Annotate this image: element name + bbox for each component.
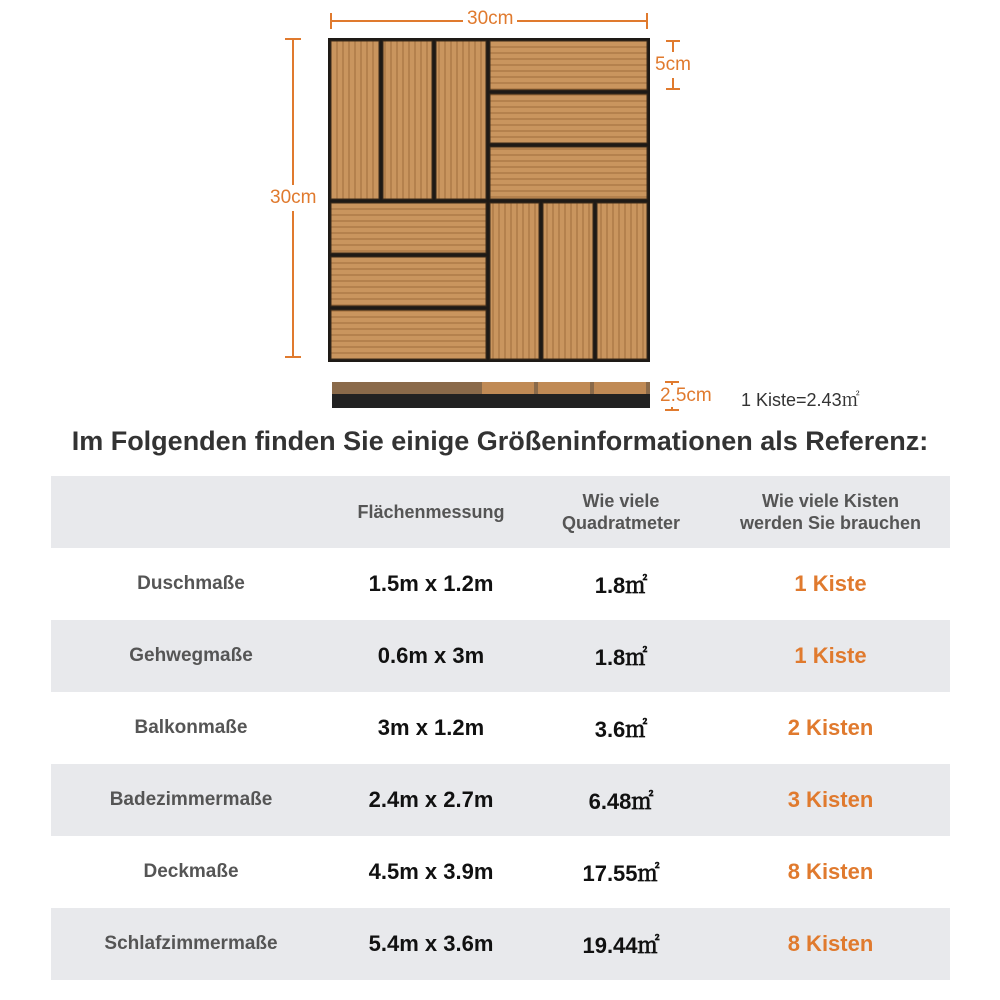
table-row	[51, 620, 950, 692]
row-room-name: Badezimmermaße	[109, 789, 273, 810]
slat	[490, 94, 647, 143]
header-square-meters-line2: Quadratmeter	[561, 513, 681, 533]
row-area: 1.8㎡	[594, 644, 648, 670]
row-area: 17.55㎡	[582, 860, 660, 886]
slat	[331, 310, 486, 359]
slat	[597, 203, 647, 359]
slat-label: 5cm	[655, 52, 691, 78]
slat	[543, 203, 593, 359]
row-room-name: Schlafzimmermaße	[104, 933, 278, 954]
header-boxes-needed-line1: Wie viele Kisten	[762, 491, 899, 511]
row-room-name: Duschmaße	[137, 573, 245, 594]
row-size: 2.4m x 2.7m	[368, 787, 494, 812]
thickness-label: 2.5cm	[660, 385, 712, 406]
row-size: 1.5m x 1.2m	[368, 571, 494, 596]
slat-dimension-tick-bottom	[666, 88, 680, 90]
row-size: 5.4m x 3.6m	[368, 931, 494, 956]
table-row	[51, 908, 950, 980]
row-room-name: Gehwegmaße	[129, 645, 253, 666]
table-row	[51, 692, 950, 764]
row-area: 19.44㎡	[582, 932, 660, 958]
size-reference-table	[51, 476, 950, 980]
slat	[490, 203, 539, 359]
table-row	[51, 764, 950, 836]
deck-tile-side-view	[332, 382, 650, 412]
row-boxes: 8 Kisten	[787, 931, 874, 956]
table-row	[51, 836, 950, 908]
slat	[331, 257, 486, 306]
header-area-measurement: Flächenmessung	[357, 502, 505, 522]
table-header-row	[51, 476, 950, 548]
row-area: 1.8㎡	[594, 572, 648, 598]
row-boxes: 1 Kiste	[794, 643, 867, 668]
header-boxes-needed	[711, 490, 950, 534]
row-boxes: 1 Kiste	[794, 571, 867, 596]
height-label: 30cm	[270, 185, 316, 211]
width-dimension-tick-right	[646, 13, 648, 29]
header-boxes-needed-line2: werden Sie brauchen	[739, 513, 922, 533]
thickness-dimension-tick-top	[665, 381, 679, 383]
row-room-name: Balkonmaße	[134, 717, 248, 738]
height-dimension-tick-top	[285, 38, 301, 40]
row-boxes: 2 Kisten	[787, 715, 874, 740]
row-size: 3m x 1.2m	[377, 715, 485, 740]
slat	[331, 41, 379, 199]
header-square-meters-line1: Wie viele	[582, 491, 660, 511]
slat	[436, 41, 486, 199]
slat	[490, 41, 647, 90]
row-size: 0.6m x 3m	[377, 643, 485, 668]
width-dimension-tick-left	[330, 13, 332, 29]
slat	[331, 203, 486, 253]
thickness-dimension-tick-bottom	[665, 409, 679, 411]
deck-tile-illustration	[328, 38, 650, 362]
header-square-meters	[531, 490, 711, 534]
reference-heading: Im Folgenden finden Sie einige Größeninformationen als Referenz:	[71, 426, 929, 456]
box-info: 1 Kiste=2.43㎡	[741, 390, 860, 410]
row-room-name: Deckmaße	[143, 861, 239, 882]
row-area: 3.6㎡	[594, 716, 648, 742]
row-size: 4.5m x 3.9m	[368, 859, 494, 884]
slat-dimension-tick-top	[666, 40, 680, 42]
height-dimension-tick-bottom	[285, 356, 301, 358]
row-area: 6.48㎡	[588, 788, 654, 814]
width-label: 30cm	[463, 8, 517, 30]
table-row	[51, 548, 950, 620]
slat	[383, 41, 432, 199]
row-boxes: 3 Kisten	[787, 787, 874, 812]
slat	[490, 147, 647, 199]
row-boxes: 8 Kisten	[787, 859, 874, 884]
